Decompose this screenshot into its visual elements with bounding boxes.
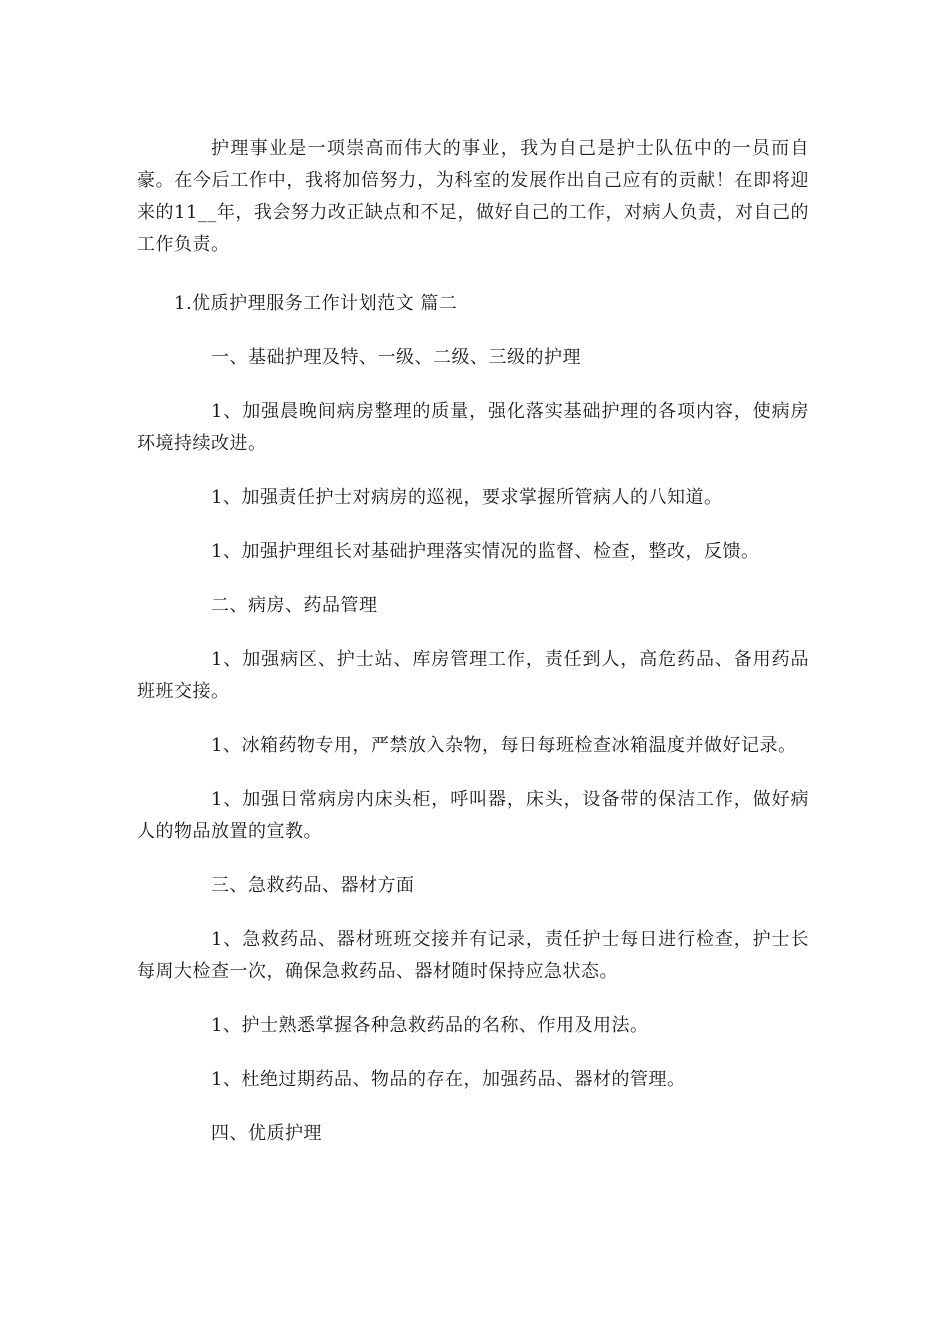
- section-title: 1.优质护理服务工作计划范文 篇二: [174, 293, 458, 314]
- list-item: 1、加强病区、护士站、库房管理工作，责任到人，高危药品、备用药品班班交接。: [137, 649, 809, 702]
- intro-paragraph: 护理事业是一项崇高而伟大的事业，我为自己是护士队伍中的一员而自豪。在今后工作中，我将加倍努力，为科室的发展作出自己应有的贡献！在即将迎来的11__年，我会努力改正缺点和不足，做好自己的工作，对病人负责，对自己的工作负责。: [137, 138, 809, 255]
- list-item: 1、加强日常病房内床头柜，呼叫器，床头，设备带的保洁工作，做好病人的物品放置的宣教。: [137, 789, 809, 842]
- list-item: 1、加强责任护士对病房的巡视，要求掌握所管病人的八知道。: [211, 487, 723, 508]
- section-heading-1: 一、基础护理及特、一级、二级、三级的护理: [211, 347, 581, 368]
- section-heading-3: 三、急救药品、器材方面: [211, 875, 415, 896]
- list-item: 1、急救药品、器材班班交接并有记录，责任护士每日进行检查，护士长每周大检查一次，确保急救药品、器材随时保持应急状态。: [137, 929, 809, 982]
- list-item: 1、加强晨晚间病房整理的质量，强化落实基础护理的各项内容，使病房环境持续改进。: [137, 401, 809, 454]
- list-item: 1、护士熟悉掌握各种急救药品的名称、作用及用法。: [211, 1015, 649, 1036]
- section-heading-2: 二、病房、药品管理: [211, 595, 378, 616]
- section-heading-4: 四、优质护理: [211, 1123, 322, 1144]
- list-item: 1、冰箱药物专用，严禁放入杂物，每日每班检查冰箱温度并做好记录。: [211, 735, 797, 756]
- list-item: 1、加强护理组长对基础护理落实情况的监督、检查，整改，反馈。: [211, 541, 760, 562]
- list-item: 1、杜绝过期药品、物品的存在，加强药品、器材的管理。: [211, 1069, 686, 1090]
- document-body: [137, 133, 809, 1150]
